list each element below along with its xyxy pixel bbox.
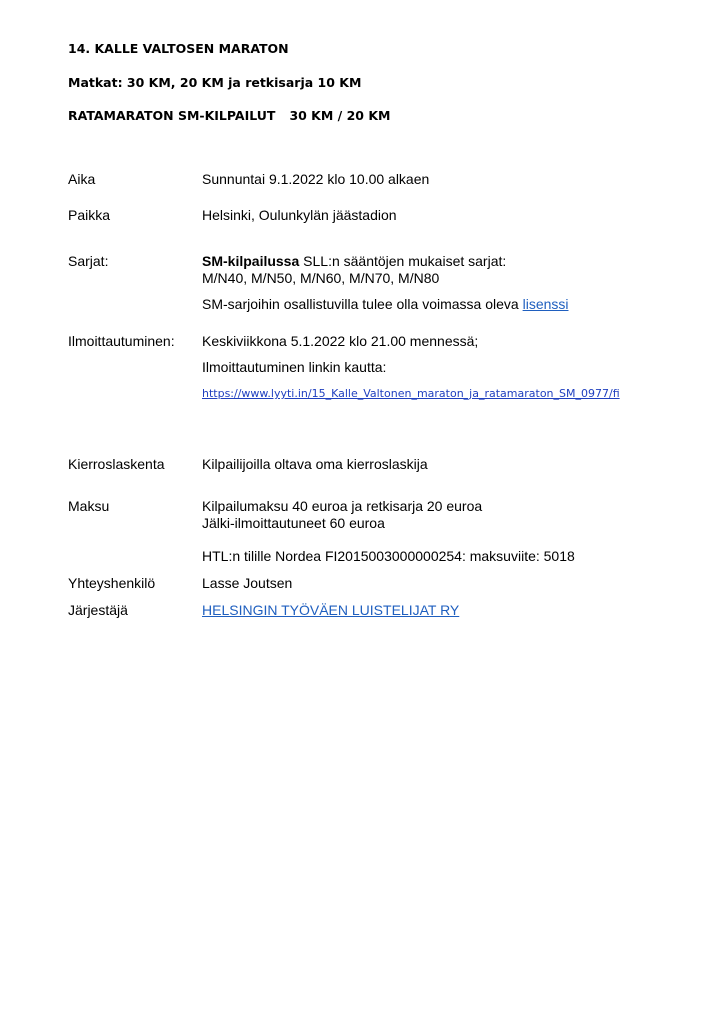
championship-heading <box>68 108 390 123</box>
sarjat-bold-text: SM-kilpailussa <box>202 253 300 269</box>
paikka-label: Paikka <box>68 207 111 223</box>
yhteyshenkilo-value: Lasse Joutsen <box>202 575 293 591</box>
maksu-line2: Jälki-ilmoittautuneet 60 euroa <box>202 515 385 531</box>
paikka-value: Helsinki, Oulunkylän jäästadion <box>202 207 397 223</box>
sarjat-line1 <box>202 253 506 270</box>
yhteyshenkilo-label: Yhteyshenkilö <box>68 575 156 591</box>
sarjat-license-line <box>202 296 569 313</box>
maksu-label: Maksu <box>68 498 110 514</box>
maksu-line1: Kilpailumaksu 40 euroa ja retkisarja 20 euroa <box>202 498 483 514</box>
registration-deadline: Keskiviikkona 5.1.2022 klo 21.00 mennessä; <box>202 333 479 349</box>
distances-heading: Matkat: 30 KM, 20 KM ja retkisarja 10 KM <box>68 75 362 90</box>
jarjestaja-value <box>202 602 459 619</box>
aika-value: Sunnuntai 9.1.2022 klo 10.00 alkaen <box>202 171 430 187</box>
aika-label: Aika <box>68 171 96 187</box>
kierroslaskenta-value: Kilpailijoilla oltava oma kierroslaskija <box>202 456 428 472</box>
sarjat-line1-rest: SLL:n sääntöjen mukaiset sarjat: <box>299 253 507 269</box>
sarjat-line2: M/N40, M/N50, M/N60, M/N70, M/N80 <box>202 270 440 286</box>
sarjat-label: Sarjat: <box>68 253 109 269</box>
ilmoittautuminen-label: Ilmoittautuminen: <box>68 333 175 349</box>
registration-link-intro: Ilmoittautuminen linkin kautta: <box>202 359 387 375</box>
organizer-link[interactable]: HELSINGIN TYÖVÄEN LUISTELIJAT RY <box>202 602 460 618</box>
maksu-bank-details: HTL:n tilille Nordea FI2015003000000254: maksuviite: 5018 <box>202 548 575 564</box>
license-text: SM-sarjoihin osallistuvilla tulee olla voimassa oleva <box>202 296 523 312</box>
license-link[interactable]: lisenssi <box>522 296 569 312</box>
event-title: 14. KALLE VALTOSEN MARATON <box>68 41 289 56</box>
jarjestaja-label: Järjestäjä <box>68 602 128 618</box>
registration-url-link[interactable]: https://www.lyyti.in/15_Kalle_Valtonen_maraton_ja_ratamaraton_SM_0977/fi <box>202 387 620 400</box>
championship-name: RATAMARATON SM-KILPAILUT <box>68 108 276 123</box>
kierroslaskenta-label: Kierroslaskenta <box>68 456 165 472</box>
championship-distances: 30 KM / 20 KM <box>289 108 391 123</box>
